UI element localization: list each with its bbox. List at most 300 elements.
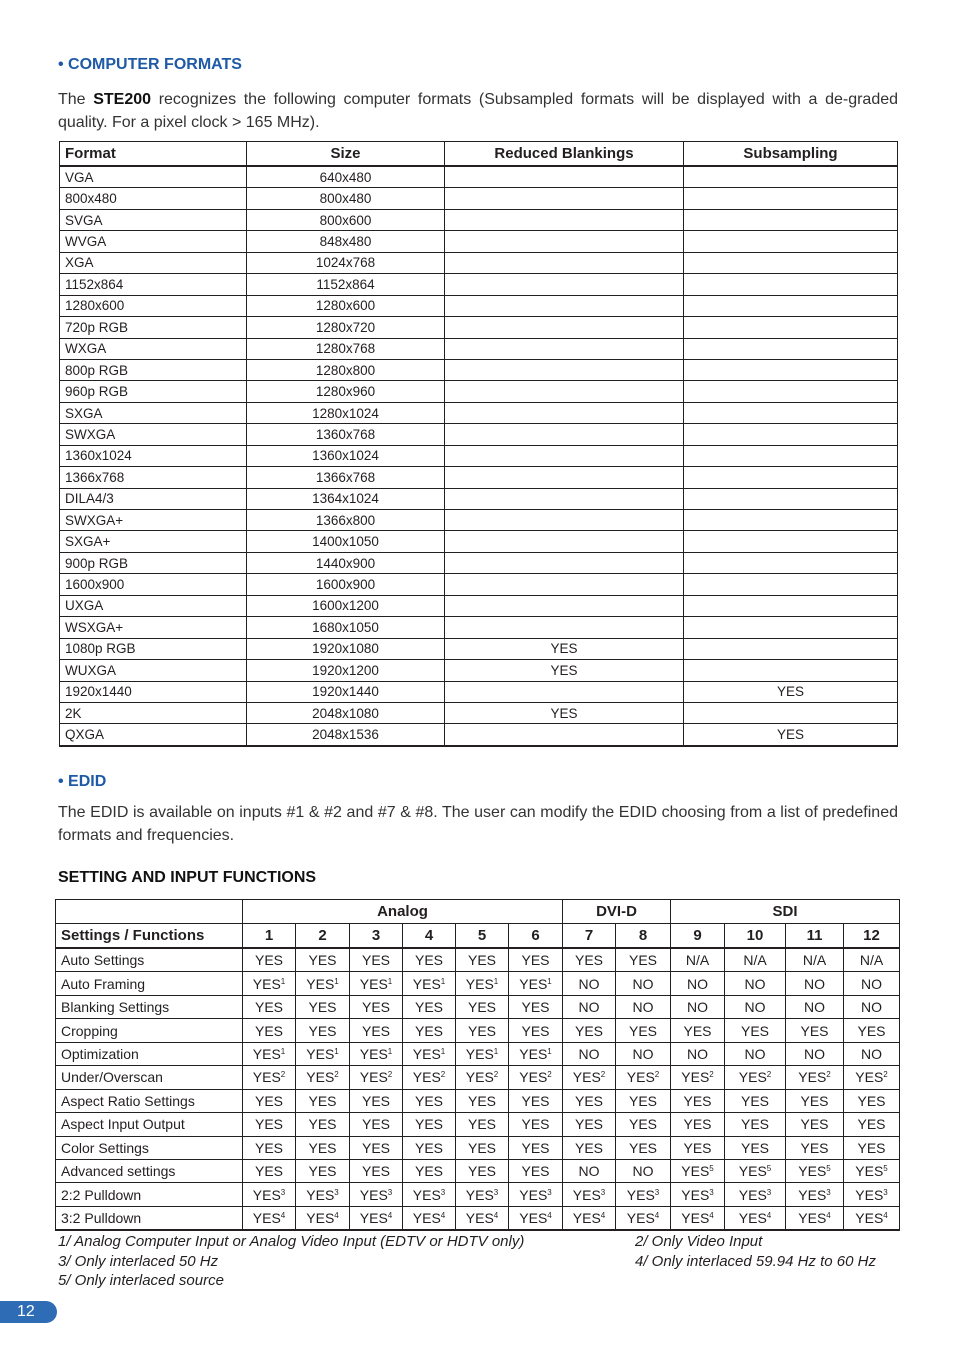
setting-value	[616, 1136, 671, 1159]
value-text: YES	[855, 1069, 884, 1086]
page-number: 12	[0, 1301, 57, 1323]
value-text: NO	[578, 999, 600, 1016]
cell-format: 960p RGB	[60, 381, 247, 402]
setting-label: Auto Settings	[56, 948, 243, 972]
value-text: YES	[628, 952, 657, 969]
cell-format: 1366x768	[60, 467, 247, 488]
format-row	[60, 724, 898, 746]
value-text: YES	[626, 1069, 655, 1086]
edid-heading: • EDID	[58, 773, 107, 790]
footnote-ref: 3	[654, 1187, 660, 1197]
value-text: YES	[414, 952, 443, 969]
format-row	[60, 531, 898, 552]
cell-size: 1280x720	[247, 317, 445, 338]
setting-value	[725, 972, 786, 995]
setting-value	[509, 1183, 563, 1206]
setting-value	[671, 1183, 725, 1206]
cell-format: SWXGA	[60, 424, 247, 445]
value-text: YES	[857, 1092, 886, 1109]
input-number: 9	[671, 924, 725, 949]
setting-value	[844, 1206, 900, 1230]
footnote-ref: 2	[883, 1070, 888, 1080]
setting-value	[296, 1183, 350, 1206]
cell-format: 900p RGB	[60, 552, 247, 573]
footnote-ref: 1	[440, 976, 446, 986]
value-text: NO	[744, 1045, 766, 1062]
value-text: YES	[738, 1069, 767, 1086]
computer-formats-heading: • COMPUTER FORMATS	[58, 56, 242, 73]
value-text: YES	[521, 1092, 550, 1109]
cell-subsampling	[684, 574, 898, 595]
value-text: YES	[626, 1186, 655, 1203]
value-text: YES	[306, 1045, 335, 1062]
value-text: YES	[572, 1186, 601, 1203]
setting-value	[563, 1042, 616, 1065]
value-text: YES	[467, 1092, 496, 1109]
cell-format: SXGA	[60, 402, 247, 423]
cell-subsampling	[684, 510, 898, 531]
cell-size: 1364x1024	[247, 488, 445, 509]
setting-value	[243, 948, 296, 972]
cell-reduced-blankings	[445, 381, 684, 402]
value-text: YES	[574, 1139, 603, 1156]
value-text: YES	[414, 999, 443, 1016]
setting-value	[243, 1206, 296, 1230]
cell-format: XGA	[60, 252, 247, 273]
cell-size: 1366x800	[247, 510, 445, 531]
setting-value	[616, 1089, 671, 1112]
value-text: YES	[798, 1186, 827, 1203]
setting-value	[243, 972, 296, 995]
value-text: YES	[467, 1116, 496, 1133]
setting-row	[56, 948, 900, 972]
value-text: YES	[855, 1186, 884, 1203]
cell-format: QXGA	[60, 724, 247, 746]
value-text: NO	[578, 1045, 600, 1062]
setting-value	[350, 1066, 403, 1089]
value-text: YES	[308, 1163, 337, 1180]
cell-reduced-blankings	[445, 209, 684, 230]
setting-row	[56, 1042, 900, 1065]
cell-subsampling	[684, 617, 898, 638]
footnote-ref: 1	[334, 976, 339, 986]
cell-format: 1360x1024	[60, 445, 247, 466]
value-text: YES	[857, 1022, 886, 1039]
setting-value	[725, 1183, 786, 1206]
footnote-ref: 2	[440, 1070, 446, 1080]
value-text: NO	[804, 1045, 825, 1062]
setting-value	[509, 1159, 563, 1182]
cell-format: 800x480	[60, 188, 247, 209]
footnote-ref: 4	[883, 1211, 888, 1221]
cell-subsampling: YES	[684, 724, 898, 746]
cell-size: 1400x1050	[247, 531, 445, 552]
value-text: YES	[465, 1045, 494, 1062]
cell-reduced-blankings	[445, 295, 684, 316]
value-text: YES	[252, 1069, 281, 1086]
value-text: YES	[414, 1163, 443, 1180]
setting-row	[56, 1066, 900, 1089]
cell-reduced-blankings	[445, 424, 684, 445]
setting-value	[563, 1159, 616, 1182]
value-text: N/A	[802, 952, 827, 969]
value-text: YES	[414, 1116, 443, 1133]
value-text: YES	[252, 1186, 281, 1203]
footnote-ref: 1	[280, 1046, 286, 1056]
setting-value	[296, 948, 350, 972]
cell-size: 1920x1080	[247, 638, 445, 659]
cell-format: 1600x900	[60, 574, 247, 595]
setting-value	[844, 995, 900, 1018]
value-text: YES	[308, 1116, 337, 1133]
setting-value	[786, 1089, 844, 1112]
value-text: YES	[361, 1139, 390, 1156]
setting-value	[671, 1113, 725, 1136]
format-row	[60, 317, 898, 338]
format-row	[60, 510, 898, 531]
setting-value	[786, 995, 844, 1018]
value-text: YES	[628, 1116, 657, 1133]
cell-size: 800x600	[247, 209, 445, 230]
cell-reduced-blankings: YES	[445, 702, 684, 723]
value-text: YES	[738, 1210, 767, 1227]
setting-value	[509, 1113, 563, 1136]
setting-value	[671, 948, 725, 972]
value-text: YES	[412, 1069, 441, 1086]
setting-value	[403, 995, 456, 1018]
value-text: NO	[861, 999, 882, 1016]
value-text: YES	[572, 1210, 601, 1227]
setting-value	[403, 1159, 456, 1182]
value-text: YES	[521, 1116, 550, 1133]
value-text: YES	[414, 1139, 443, 1156]
value-text: YES	[740, 1116, 769, 1133]
setting-value	[350, 995, 403, 1018]
footnote-ref: 4	[600, 1211, 606, 1221]
value-text: YES	[467, 1163, 496, 1180]
setting-value	[350, 1159, 403, 1182]
cell-subsampling	[684, 252, 898, 273]
setting-value	[616, 1113, 671, 1136]
value-text: NO	[632, 1045, 654, 1062]
cell-subsampling: YES	[684, 681, 898, 702]
value-text: NO	[744, 999, 766, 1016]
value-text: YES	[361, 1022, 390, 1039]
setting-label: Aspect Ratio Settings	[56, 1089, 243, 1112]
value-text: YES	[306, 1210, 335, 1227]
cell-reduced-blankings	[445, 338, 684, 359]
setting-value	[456, 1183, 509, 1206]
setting-value	[844, 1136, 900, 1159]
value-text: YES	[740, 1139, 769, 1156]
cell-reduced-blankings	[445, 595, 684, 616]
cell-reduced-blankings	[445, 359, 684, 380]
value-text: YES	[683, 1116, 712, 1133]
cell-format: WSXGA+	[60, 617, 247, 638]
setting-value	[456, 1019, 509, 1042]
setting-value	[671, 1042, 725, 1065]
value-text: YES	[308, 1022, 337, 1039]
setting-value	[296, 972, 350, 995]
cell-reduced-blankings: YES	[445, 660, 684, 681]
intro-pre: The	[58, 91, 94, 108]
cell-size: 2048x1080	[247, 702, 445, 723]
setting-value	[243, 1183, 296, 1206]
cell-size: 1600x900	[247, 574, 445, 595]
value-text: YES	[254, 1116, 283, 1133]
setting-value	[243, 1042, 296, 1065]
footnote-ref: 1	[387, 976, 393, 986]
group-sdi: SDI	[671, 900, 900, 924]
cell-reduced-blankings	[445, 552, 684, 573]
cell-size: 848x480	[247, 231, 445, 252]
value-text: YES	[521, 1022, 550, 1039]
setting-value	[725, 995, 786, 1018]
setting-value	[403, 1113, 456, 1136]
value-text: NO	[744, 975, 766, 992]
setting-value	[509, 1206, 563, 1230]
setting-row	[56, 1206, 900, 1230]
value-text: YES	[361, 1092, 390, 1109]
footnote-ref: 3	[547, 1187, 552, 1197]
cell-subsampling	[684, 188, 898, 209]
setting-label: Under/Overscan	[56, 1066, 243, 1089]
setting-value	[296, 1159, 350, 1182]
setting-row	[56, 972, 900, 995]
value-text: YES	[306, 1069, 335, 1086]
footnote-4: 4/ Only interlaced 59.94 Hz to 60 Hz	[635, 1253, 876, 1270]
footnote-5: 5/ Only interlaced source	[58, 1272, 224, 1289]
value-text: YES	[521, 999, 550, 1016]
value-text: YES	[359, 1069, 388, 1086]
value-text: YES	[252, 1045, 281, 1062]
value-text: N/A	[743, 952, 767, 969]
value-text: YES	[681, 1210, 710, 1227]
input-number: 5	[456, 924, 509, 949]
value-text: YES	[521, 1163, 550, 1180]
cell-subsampling	[684, 702, 898, 723]
setting-value	[509, 1042, 563, 1065]
value-text: YES	[359, 975, 388, 992]
cell-size: 1280x800	[247, 359, 445, 380]
cell-format: WVGA	[60, 231, 247, 252]
group-dvi-d: DVI-D	[563, 900, 671, 924]
cell-subsampling	[684, 338, 898, 359]
cell-format: VGA	[60, 166, 247, 188]
setting-value	[296, 1066, 350, 1089]
footnote-ref: 3	[709, 1187, 714, 1197]
setting-value	[725, 1206, 786, 1230]
value-text: NO	[632, 975, 654, 992]
setting-label: Blanking Settings	[56, 995, 243, 1018]
setting-value	[725, 1136, 786, 1159]
value-text: YES	[467, 952, 496, 969]
value-text: YES	[798, 1069, 827, 1086]
footnote-ref: 5	[883, 1164, 888, 1174]
setting-value	[403, 1136, 456, 1159]
cell-subsampling	[684, 488, 898, 509]
setting-row	[56, 1159, 900, 1182]
setting-label: 3:2 Pulldown	[56, 1206, 243, 1230]
cell-size: 2048x1536	[247, 724, 445, 746]
format-row	[60, 595, 898, 616]
footnote-ref: 4	[547, 1211, 552, 1221]
footnote-ref: 3	[883, 1187, 888, 1197]
setting-value	[509, 1019, 563, 1042]
setting-value	[563, 1206, 616, 1230]
cell-size: 1680x1050	[247, 617, 445, 638]
setting-value	[844, 1019, 900, 1042]
setting-value	[844, 1159, 900, 1182]
value-text: YES	[683, 1022, 712, 1039]
setting-value	[403, 972, 456, 995]
setting-label: Aspect Input Output	[56, 1113, 243, 1136]
value-text: YES	[798, 1210, 827, 1227]
value-text: YES	[361, 999, 390, 1016]
footnote-ref: 3	[493, 1187, 499, 1197]
value-text: YES	[412, 1045, 441, 1062]
input-number: 12	[844, 924, 900, 949]
value-text: YES	[465, 1069, 494, 1086]
footnote-ref: 2	[826, 1070, 831, 1080]
setting-value	[616, 1183, 671, 1206]
value-text: YES	[628, 1092, 657, 1109]
value-text: YES	[361, 1116, 390, 1133]
setting-value	[456, 1066, 509, 1089]
value-text: YES	[465, 1186, 494, 1203]
footnote-ref: 1	[493, 976, 499, 986]
cell-reduced-blankings	[445, 681, 684, 702]
cell-size: 800x480	[247, 188, 445, 209]
setting-value	[671, 1206, 725, 1230]
setting-label: Advanced settings	[56, 1159, 243, 1182]
format-row	[60, 209, 898, 230]
value-text: YES	[361, 952, 390, 969]
value-text: YES	[308, 999, 337, 1016]
input-number: 4	[403, 924, 456, 949]
cell-size: 1024x768	[247, 252, 445, 273]
cell-format: WUXGA	[60, 660, 247, 681]
value-text: YES	[628, 1022, 657, 1039]
input-number-row	[56, 924, 900, 949]
setting-value	[243, 1113, 296, 1136]
cell-size: 1366x768	[247, 467, 445, 488]
footnote-ref: 2	[387, 1070, 393, 1080]
value-text: YES	[414, 1022, 443, 1039]
value-text: YES	[738, 1186, 767, 1203]
footnote-ref: 1	[387, 1046, 393, 1056]
setting-row	[56, 1089, 900, 1112]
value-text: YES	[252, 1210, 281, 1227]
cell-subsampling	[684, 295, 898, 316]
value-text: NO	[632, 1163, 654, 1180]
value-text: NO	[578, 1163, 600, 1180]
footnote-ref: 4	[766, 1211, 772, 1221]
footnote-ref: 1	[280, 976, 286, 986]
setting-value	[725, 1113, 786, 1136]
setting-value	[456, 1113, 509, 1136]
value-text: YES	[254, 952, 283, 969]
setting-value	[296, 1136, 350, 1159]
setting-value	[786, 1019, 844, 1042]
cell-size: 1440x900	[247, 552, 445, 573]
setting-value	[671, 972, 725, 995]
cell-format: SVGA	[60, 209, 247, 230]
value-text: YES	[855, 1163, 884, 1180]
setting-value	[725, 1019, 786, 1042]
computer-formats-intro	[58, 88, 898, 134]
value-text: NO	[861, 975, 882, 992]
footnote-ref: 3	[600, 1187, 606, 1197]
intro-post: recognizes the following computer formats (Subsampled formats will be displayed with a de-graded quality. For a pixel clock > 165 MHz).	[58, 91, 899, 131]
value-text: YES	[414, 1092, 443, 1109]
cell-size: 1152x864	[247, 274, 445, 295]
cell-subsampling	[684, 424, 898, 445]
value-text: YES	[683, 1092, 712, 1109]
value-text: YES	[519, 975, 548, 992]
setting-value	[563, 1066, 616, 1089]
value-text: YES	[574, 1116, 603, 1133]
footnote-ref: 5	[766, 1164, 772, 1174]
input-number: 3	[350, 924, 403, 949]
cell-reduced-blankings	[445, 617, 684, 638]
value-text: YES	[681, 1163, 710, 1180]
setting-value	[509, 972, 563, 995]
value-text: YES	[521, 952, 550, 969]
setting-value	[350, 1183, 403, 1206]
setting-value	[509, 948, 563, 972]
setting-value	[509, 1136, 563, 1159]
footnote-ref: 2	[654, 1070, 660, 1080]
setting-value	[403, 1066, 456, 1089]
setting-label: 2:2 Pulldown	[56, 1183, 243, 1206]
format-row	[60, 231, 898, 252]
col-header-subsampling: Subsampling	[684, 142, 898, 167]
footnote-ref: 4	[654, 1211, 660, 1221]
cell-format: UXGA	[60, 595, 247, 616]
footnote-ref: 2	[334, 1070, 339, 1080]
cell-reduced-blankings	[445, 574, 684, 595]
input-number: 7	[563, 924, 616, 949]
footnote-ref: 4	[387, 1211, 393, 1221]
setting-value	[403, 948, 456, 972]
cell-subsampling	[684, 660, 898, 681]
setting-value	[296, 1042, 350, 1065]
cell-size: 1920x1200	[247, 660, 445, 681]
cell-subsampling	[684, 638, 898, 659]
value-text: NO	[687, 975, 708, 992]
value-text: YES	[308, 1139, 337, 1156]
setting-value	[563, 1183, 616, 1206]
footnote-ref: 2	[493, 1070, 499, 1080]
setting-row	[56, 1183, 900, 1206]
cell-size: 1280x768	[247, 338, 445, 359]
setting-value	[403, 1183, 456, 1206]
setting-value	[563, 1019, 616, 1042]
cell-subsampling	[684, 359, 898, 380]
group-analog: Analog	[243, 900, 563, 924]
setting-value	[243, 1019, 296, 1042]
cell-subsampling	[684, 467, 898, 488]
setting-value	[844, 1042, 900, 1065]
setting-value	[296, 1089, 350, 1112]
value-text: YES	[574, 1092, 603, 1109]
value-text: YES	[519, 1210, 548, 1227]
setting-value	[671, 1019, 725, 1042]
product-name: STE200	[93, 91, 152, 108]
value-text: YES	[467, 1139, 496, 1156]
format-row	[60, 274, 898, 295]
